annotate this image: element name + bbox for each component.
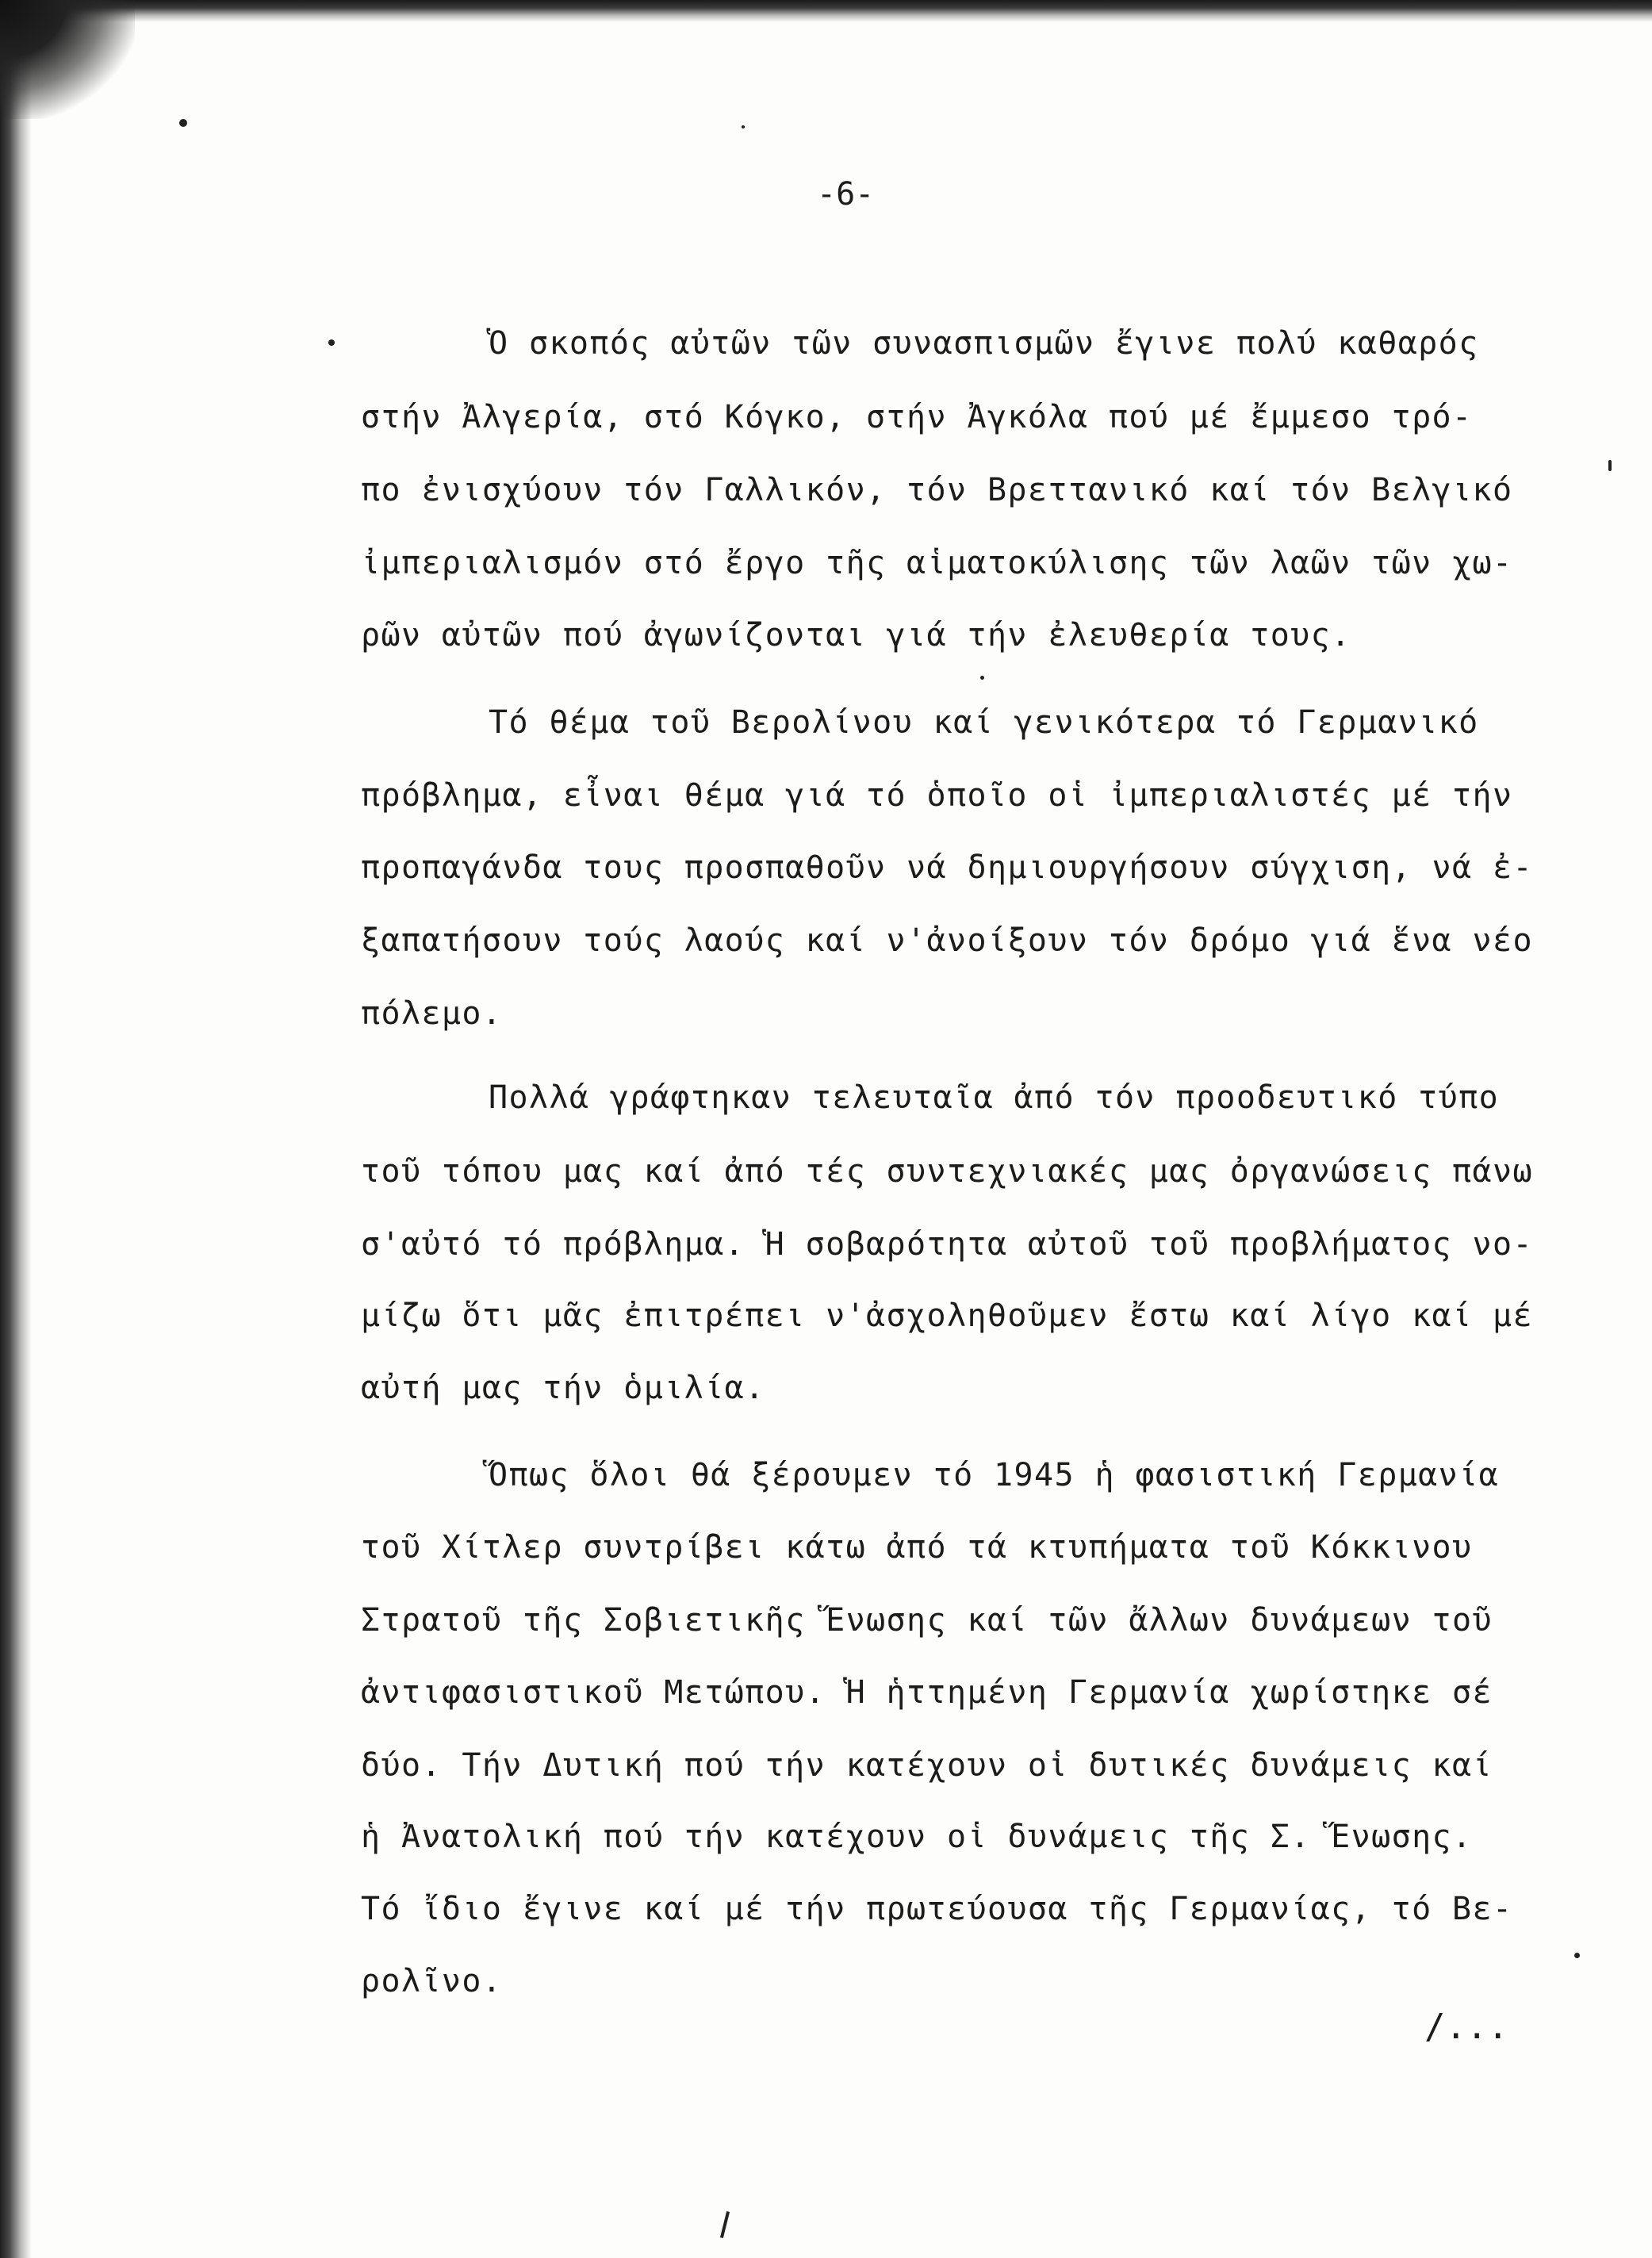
paragraph-1-line-3: πο ἐνισχύουν τόν Γαλλικόν, τόν Βρεττανικό καί τόν Βελγικό: [361, 472, 1513, 508]
scan-edge-left: [0, 0, 32, 2258]
scan-speck: [742, 125, 745, 128]
continuation-mark: /...: [1424, 2007, 1508, 2047]
scan-speck: [1574, 1953, 1580, 1958]
scan-speck: [1608, 460, 1612, 471]
paragraph-4-line-6: ἡ Ἀνατολική πού τήν κατέχουν οἱ δυνάμεις τῆς Σ. Ἕνωσης.: [361, 1819, 1473, 1855]
paragraph-4-line-8: ρολῖνο.: [361, 1963, 503, 1999]
paragraph-1-line-2: στήν Ἀλγερία, στό Κόγκο, στήν Ἀγκόλα πού μέ ἔμμεσο τρό-: [361, 399, 1473, 435]
paragraph-2-line-1: Τό θέμα τοῦ Βερολίνου καί γενικότερα τό Γερμανικό: [489, 704, 1479, 741]
paragraph-4-line-7: Τό ἴδιο ἔγινε καί μέ τήν πρωτεύουσα τῆς Γερμανίας, τό Βε-: [361, 1891, 1513, 1927]
paragraph-2-line-3: προπαγάνδα τους προσπαθοῦν νά δημιουργήσουν σύγχιση, νά ἐ-: [361, 849, 1533, 886]
paragraph-1-line-1: Ὁ σκοπός αὐτῶν τῶν συνασπισμῶν ἔγινε πολύ καθαρός: [489, 325, 1479, 362]
paragraph-4-line-4: ἀντιφασιστικοῦ Μετώπου. Ἡ ἡττημένη Γερμανία χωρίστηκε σέ: [361, 1674, 1493, 1711]
scan-edge-top: [0, 0, 1652, 22]
paragraph-4-line-2: τοῦ Χίτλερ συντρίβει κάτω ἀπό τά κτυπήματα τοῦ Κόκκινου: [361, 1529, 1473, 1566]
paragraph-3-line-4: μίζω ὅτι μᾶς ἐπιτρέπει ν'ἀσχοληθοῦμεν ἔστω καί λίγο καί μέ: [361, 1298, 1533, 1334]
page-number: -6-: [817, 176, 875, 213]
paragraph-4-line-1: Ὅπως ὅλοι θά ξέρουμεν τό 1945 ἡ φασιστική Γερμανία: [489, 1457, 1500, 1493]
scan-speck: [980, 676, 984, 680]
paragraph-3-line-3: σ'αὐτό τό πρόβλημα. Ἡ σοβαρότητα αὐτοῦ τοῦ προβλήματος νο-: [361, 1226, 1533, 1263]
paragraph-3-line-2: τοῦ τόπου μας καί ἀπό τές συντεχνιακές μας ὀργανώσεις πάνω: [361, 1153, 1533, 1190]
paragraph-3-line-5: αὐτή μας τήν ὁμιλία.: [361, 1370, 765, 1406]
paragraph-4-line-5: δύο. Τήν Δυτική πού τήν κατέχουν οἱ δυτικές δυνάμεις καί: [361, 1747, 1493, 1784]
scan-speck: [179, 119, 187, 127]
paragraph-3-line-1: Πολλά γράφτηκαν τελευταῖα ἀπό τόν προοδευτικό τύπο: [489, 1079, 1500, 1116]
paragraph-4-line-3: Στρατοῦ τῆς Σοβιετικῆς Ἕνωσης καί τῶν ἄλλων δυνάμεων τοῦ: [361, 1602, 1493, 1639]
scan-speck: [328, 339, 335, 346]
paragraph-2-line-5: πόλεμο.: [361, 995, 503, 1032]
paragraph-2-line-4: ξαπατήσουν τούς λαούς καί ν'ἀνοίξουν τόν δρόμο γιά ἕνα νέο: [361, 922, 1533, 959]
paragraph-2-line-2: πρόβλημα, εἶναι θέμα γιά τό ὁποῖο οἱ ἰμπεριαλιστές μέ τήν: [361, 777, 1513, 814]
scan-stray-mark: [720, 2211, 730, 2238]
paragraph-1-line-4: ἰμπεριαλισμόν στό ἔργο τῆς αἱματοκύλισης τῶν λαῶν τῶν χω-: [361, 545, 1513, 581]
scan-corner-blot: [0, 0, 135, 119]
paragraph-1-line-5: ρῶν αὐτῶν πού ἀγωνίζονται γιά τήν ἐλευθερία τους.: [361, 617, 1351, 654]
